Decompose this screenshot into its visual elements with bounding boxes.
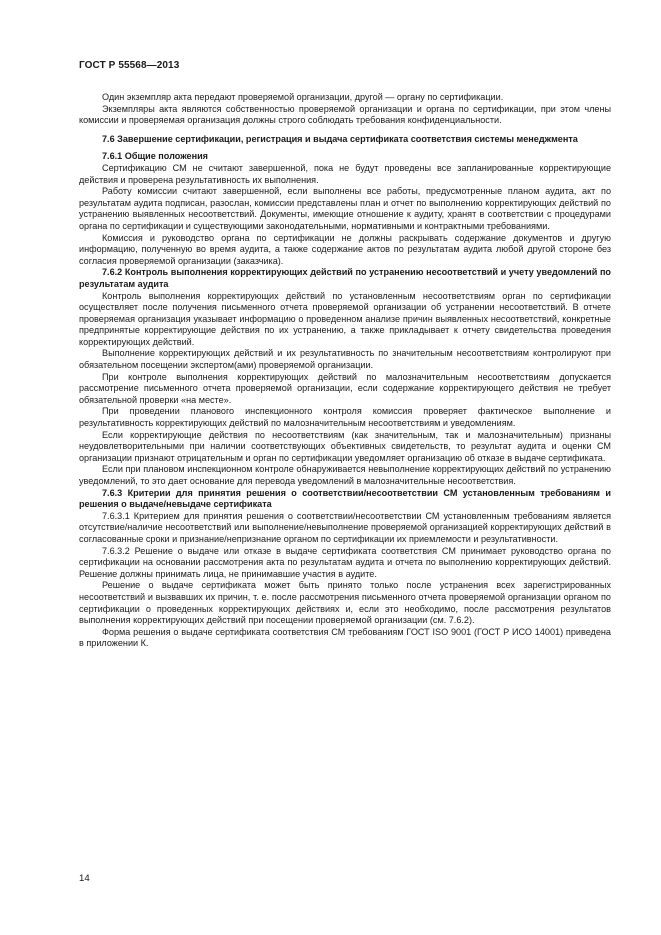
page-number: 14 xyxy=(79,873,90,884)
paragraph: Решение о выдаче сертификата может быть принято только после устранения всех зарегистрированных несоответствий и вызвавших их причин, т. е. после рассмотрения письменного отчета проверяемой организации органом по сертификации о проведенных корректирующих действиях и, если это необходимо, после рассмотрения результатов выполнения корректирующих действий при посещении проверяемой организации (см. 7.6.2). xyxy=(79,580,611,626)
paragraph: Если корректирующие действия по несоответствиям (как значительным, так и малозначительным) признаны неудовлетворительными при наличии соответствующих объективных свидетельств, то результат аудита и оценки СМ организации признают отрицательным и орган по сертификации уведомляет организацию об отказе в выдаче сертификата. xyxy=(79,429,611,463)
page-header-standard: ГОСТ Р 55568—2013 xyxy=(79,60,180,71)
paragraph: Один экземпляр акта передают проверяемой организации, другой — органу по сертификации. xyxy=(102,92,504,102)
subsection-heading-7-6-3: 7.6.3 Критерии для принятия решения о соответствии/несоответствии СМ установленным требованиям и решения о выдаче/невыдаче сертификата xyxy=(79,487,611,510)
subsection-heading-7-6-1: 7.6.1 Общие положения xyxy=(102,151,208,162)
paragraph: Если при плановом инспекционном контроле обнаруживается невыполнение корректирующих действий по устранению уведомлений, то это дает основание для перевода уведомлений в малозначительные несоответствия. xyxy=(79,464,611,486)
paragraph: Форма решения о выдаче сертификата соответствия СМ требованиям ГОСТ ISO 9001 (ГОСТ Р ИСО 14001) приведена в приложении К. xyxy=(79,626,611,649)
paragraph: Экземпляры акта являются собственностью проверяемой организации и органа по сертификации, при этом члены комиссии и проверяемая организация должны строго соблюдать требования конфиденциальности. xyxy=(79,103,611,126)
section-heading-7-6: 7.6 Завершение сертификации, регистрация и выдача сертификата соответствия системы менеджмента xyxy=(102,133,578,144)
paragraph: Комиссия и руководство органа по сертификации не должны раскрывать содержание документов и другую информацию, полученную во время аудита, а также содержание актов по результатам аудита любой другой стороне без согласия проверяемой организации (заказчика). xyxy=(79,232,611,266)
paragraph: Контроль выполнения корректирующих действий по установленным несоответствиям орган по сертификации осуществляет после получения письменного отчета проверяемой организации об устранении несоответствий. В отчете проверяемая организация указывает информацию о проведенном анализе причин выявленных несоответствий, конкретные предпринятые корректирующие действия по их устранению, а также прикладывает к отчету свидетельства проведения корректирующих действий. xyxy=(79,290,611,347)
document-body xyxy=(79,92,611,650)
subsection-heading-7-6-2: 7.6.2 Контроль выполнения корректирующих действий по устранению несоответствий и учету уведомлений по результатам аудита xyxy=(79,267,611,289)
paragraph: Работу комиссии считают завершенной, если выполнены все работы, предусмотренные планом аудита, акт по результатам аудита подписан, разослан, комиссии представлены план и отчет по выполнению корректирующих действий по устранению выявленных несоответствий. Документы, имеющие отношение к аудиту, хранят в соответствии с процедурами органа по сертификации и существующими законодательными, нормативными и контрактными требованиями. xyxy=(79,186,611,231)
paragraph: 7.6.3.1 Критерием для принятия решения о соответствии/несоответствии СМ установленным требованиям является отсутствие/наличие несоответствий или выполнение/невыполнение проверяемой организацией корректирующих действий в согласованные сроки и признание/непризнание органом по сертификации их приемлемости и результативности. xyxy=(79,510,611,544)
paragraph: Выполнение корректирующих действий и их результативность по значительным несоответствиям контролируют при обязательном посещении экспертом(ами) проверяемой организации. xyxy=(79,348,611,371)
paragraph: При проведении планового инспекционного контроля комиссия проверяет фактическое выполнение и результативность корректирующих действий по малозначительным несоответствиям и уведомлениям. xyxy=(79,406,611,429)
paragraph: 7.6.3.2 Решение о выдаче или отказе в выдаче сертификата соответствия СМ принимает руководство органа по сертификации на основании рассмотрения акта по результатам аудита и отчета по выполнению корректирующих действий. Решение должны принимать лица, не принимавшие участия в аудите. xyxy=(79,545,611,579)
paragraph: Сертификацию СМ не считают завершенной, пока не будут проведены все запланированные корректирующие действия и проверена результативность их выполнения. xyxy=(79,162,611,185)
paragraph: При контроле выполнения корректирующих действий по малозначительным несоответствиям допускается рассмотрение письменного отчета проверяемой организации, если содержание корректирующего действия не требует обязательной проверки «на месте». xyxy=(79,371,611,405)
